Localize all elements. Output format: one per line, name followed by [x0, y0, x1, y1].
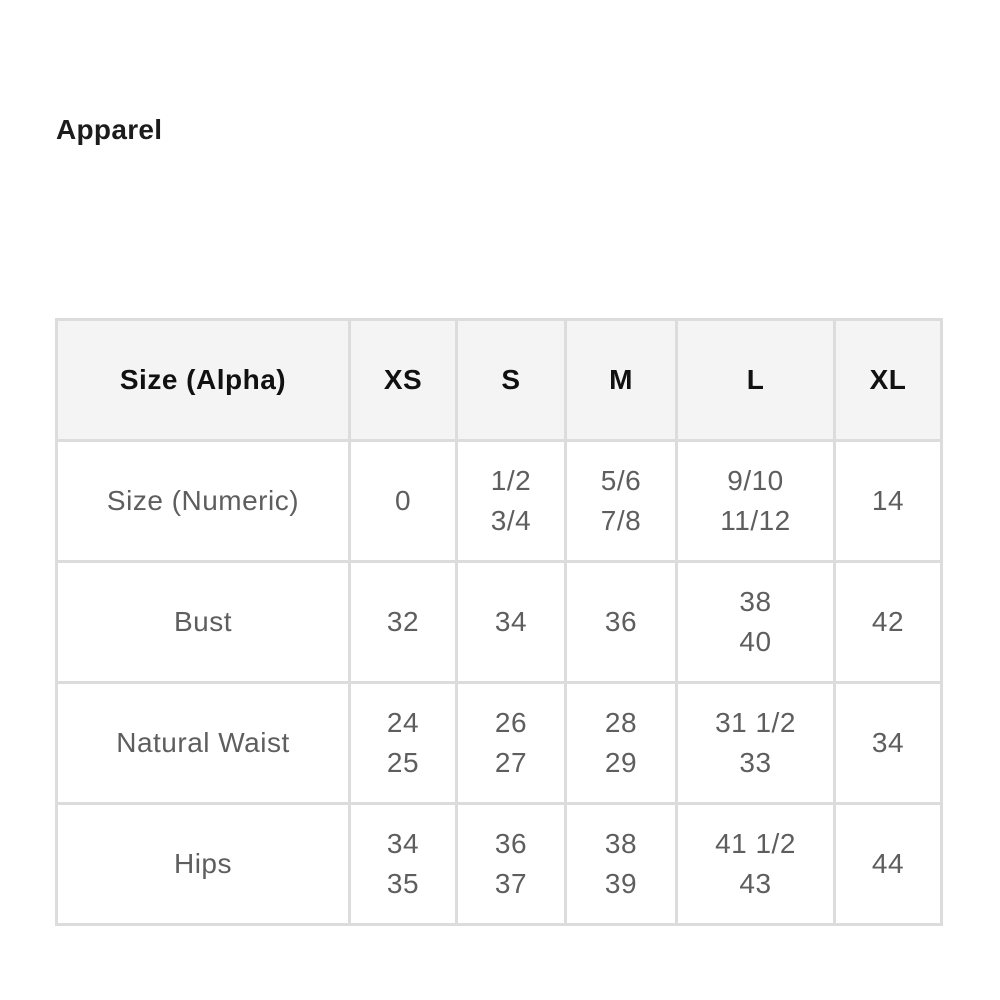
cell-value: 32	[386, 606, 420, 637]
header-cell-size: M	[566, 320, 677, 441]
row-label: Size (Numeric)	[57, 441, 350, 562]
header-cell-size: S	[457, 320, 566, 441]
cell-value: 11/12	[720, 505, 791, 536]
size-chart-table	[55, 318, 943, 926]
table-cell	[566, 441, 677, 562]
cell-value: 41 1/2	[715, 828, 796, 859]
cell-value: 26	[494, 707, 528, 738]
table-header	[57, 320, 942, 441]
cell-value: 7/8	[600, 505, 642, 536]
table-cell	[457, 683, 566, 804]
table-cell	[350, 804, 457, 925]
table-row	[57, 441, 942, 562]
table-row	[57, 804, 942, 925]
page-title: Apparel	[56, 114, 163, 145]
cell-value: 40	[739, 626, 772, 657]
table-cell	[457, 804, 566, 925]
table-row	[57, 683, 942, 804]
cell-value: 9/10	[727, 465, 784, 496]
table-cell	[566, 562, 677, 683]
header-cell-size: L	[677, 320, 835, 441]
table-cell	[457, 441, 566, 562]
header-cell-size: XL	[835, 320, 942, 441]
cell-value: 44	[871, 848, 905, 879]
row-label: Bust	[57, 562, 350, 683]
cell-value: 25	[386, 747, 420, 778]
cell-value: 0	[394, 485, 412, 516]
table-cell	[350, 683, 457, 804]
row-label: Natural Waist	[57, 683, 350, 804]
cell-value: 39	[604, 868, 638, 899]
cell-value: 28	[604, 707, 638, 738]
table-cell	[566, 683, 677, 804]
table-cell	[677, 804, 835, 925]
table-body	[57, 441, 942, 925]
cell-value: 29	[604, 747, 638, 778]
cell-value: 1/2	[490, 465, 532, 496]
table-cell	[835, 562, 942, 683]
table-cell	[350, 562, 457, 683]
cell-value: 42	[871, 606, 905, 637]
table-cell	[835, 683, 942, 804]
table-cell	[677, 562, 835, 683]
cell-value: 5/6	[600, 465, 642, 496]
table-cell	[835, 441, 942, 562]
table-cell	[350, 441, 457, 562]
header-cell-size: XS	[350, 320, 457, 441]
cell-value: 36	[494, 828, 528, 859]
cell-value: 34	[386, 828, 420, 859]
table-row	[57, 562, 942, 683]
header-row	[57, 320, 942, 441]
table-cell	[457, 562, 566, 683]
cell-value: 31 1/2	[715, 707, 796, 738]
table-cell	[835, 804, 942, 925]
cell-value: 33	[739, 747, 772, 778]
table-cell	[677, 683, 835, 804]
cell-value: 43	[739, 868, 772, 899]
cell-value: 34	[494, 606, 528, 637]
row-label: Hips	[57, 804, 350, 925]
cell-value: 14	[871, 485, 905, 516]
cell-value: 35	[386, 868, 420, 899]
cell-value: 38	[739, 586, 772, 617]
cell-value: 3/4	[490, 505, 532, 536]
cell-value: 34	[871, 727, 905, 758]
cell-value: 37	[494, 868, 528, 899]
table-cell	[677, 441, 835, 562]
header-cell-label: Size (Alpha)	[57, 320, 350, 441]
cell-value: 24	[386, 707, 420, 738]
cell-value: 27	[494, 747, 528, 778]
table-cell	[566, 804, 677, 925]
cell-value: 38	[604, 828, 638, 859]
cell-value: 36	[604, 606, 638, 637]
